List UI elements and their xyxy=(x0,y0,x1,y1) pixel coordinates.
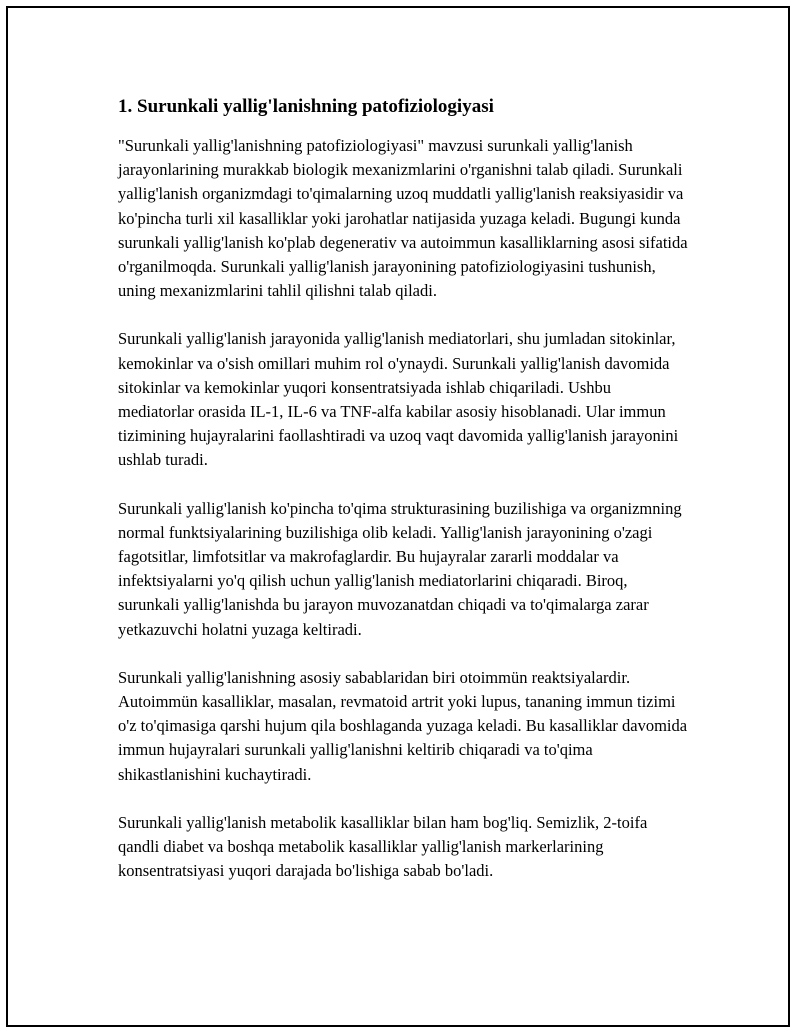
document-body xyxy=(118,94,688,907)
paragraph-5: Surunkali yallig'lanish metabolik kasalliklar bilan ham bog'liq. Semizlik, 2-toifa qandli diabet va boshqa metabolik kasalliklar yallig'lanish markerlarining konsentratsiyasi yuqori darajada bo'lishiga sabab bo'ladi. xyxy=(118,812,648,881)
section-title: 1. Surunkali yallig'lanishning patofiziologiyasi xyxy=(118,96,494,117)
paragraph-1: "Surunkali yallig'lanishning patofiziologiyasi" mavzusi surunkali yallig'lanish jarayonlarining murakkab biologik mexanizmlarini o'rganishni talab qiladi. Surunkali yallig'lanish organizmdagi to'qimalarning uzoq muddatli yallig'lanish reaksiyasidir va ko'pincha turli xil kasalliklar yoki jarohatlar natijasida yuzaga keladi. Bugungi kunda surunkali yallig'lanish ko'plab degenerativ va autoimmun kasalliklarning asosi sifatida o'rganilmoqda. Surunkali yallig'lanish jarayonining patofiziologiyasini tushunish, uning mexanizmlarini tahlil qilishni talab qiladi. xyxy=(118,136,688,301)
paragraph-2: Surunkali yallig'lanish jarayonida yallig'lanish mediatorlari, shu jumladan sitokinlar, kemokinlar va o'sish omillari muhim rol o'ynaydi. Surunkali yallig'lanish davomida sitokinlar va kemokinlar yuqori konsentratsiyada ishlab chiqariladi. Ushbu mediatorlar orasida IL-1, IL-6 va TNF-alfa kabilar asosiy hisoblanadi. Ular immun tizimining hujayralarini faollashtiradi va uzoq vaqt davomida yallig'lanish jarayonini ushlab turadi. xyxy=(118,329,679,470)
paragraph-3: Surunkali yallig'lanish ko'pincha to'qima strukturasining buzilishiga va organizmning normal funktsiyalarining buzilishiga olib keladi. Yallig'lanish jarayonining o'zagi fagotsitlar, limfotsitlar va makrofaglardir. Bu hujayralar zararli moddalar va infektsiyalarni yo'q qilish uchun yallig'lanish mediatorlarini chiqaradi. Biroq, surunkali yallig'lanishda bu jarayon muvozanatdan chiqadi va to'qimalarga zarar yetkazuvchi holatni yuzaga keltiradi. xyxy=(118,498,682,639)
paragraph-4: Surunkali yallig'lanishning asosiy sabablaridan biri otoimmün reaktsiyalardir. Autoimmün kasalliklar, masalan, revmatoid artrit yoki lupus, tananing immun tizimi o'z to'qimasiga qarshi hujum qila boshlaganda yuzaga keladi. Bu kasalliklar davomida immun hujayralari surunkali yallig'lanishni keltirib chiqaradi va to'qima shikastlanishini kuchaytiradi. xyxy=(118,667,688,784)
